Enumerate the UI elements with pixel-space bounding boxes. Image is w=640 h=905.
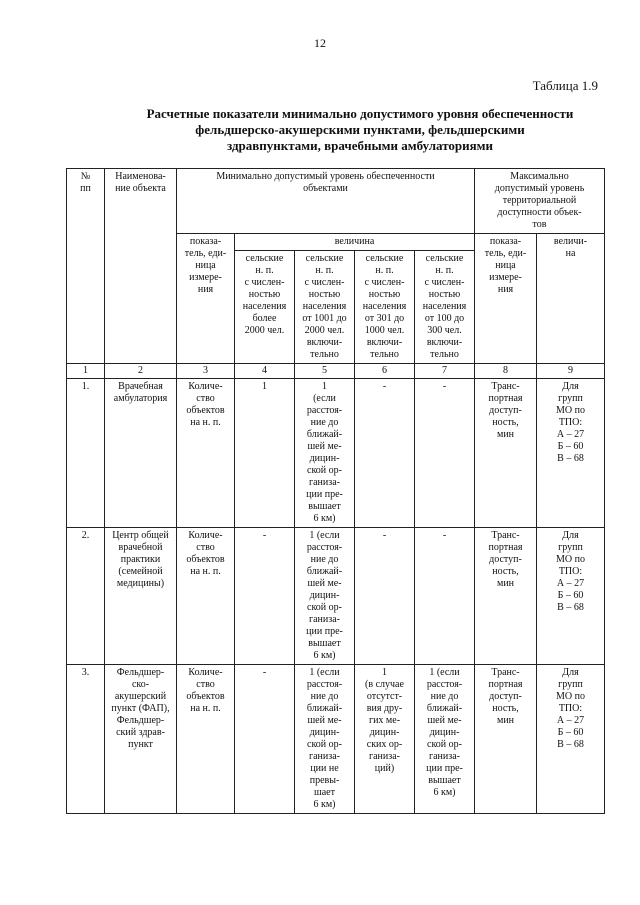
row-pop-over-2000: - <box>235 528 295 665</box>
column-number: 5 <box>295 364 355 379</box>
row-num: 1. <box>67 379 105 528</box>
row-object-name: Центр общей врачебной практики (семейной медицины) <box>105 528 177 665</box>
row-access-value: Для групп МО по ТПО: А – 27 Б – 60 В – 68 <box>537 528 605 665</box>
header-row-1 <box>67 169 605 234</box>
page-number: 12 <box>314 36 326 50</box>
header-num: № пп <box>67 169 105 364</box>
row-pop-over-2000: - <box>235 665 295 814</box>
header-magnitude-access: величи- на <box>537 234 605 364</box>
row-pop-1001-2000: 1 (если расстоя- ние до ближай- шей ме- дицин- ской ор- ганиза- ции не превы- шает 6 км) <box>295 665 355 814</box>
row-pop-301-1000: 1 (в случае отсутст- вия дру- гих ме- дицин- ских ор- ганиза- ций) <box>355 665 415 814</box>
header-object-name: Наименова- ние объекта <box>105 169 177 364</box>
row-pop-1001-2000: 1 (если расстоя- ние до ближай- шей ме- дицин- ской ор- ганиза- ции пре- вышает 6 км) <box>295 379 355 528</box>
column-number: 4 <box>235 364 295 379</box>
row-object-name: Фельдшер- ско- акушерский пункт (ФАП), Фельдшер- ский здрав- пункт <box>105 665 177 814</box>
row-object-name: Врачебная амбулатория <box>105 379 177 528</box>
header-pop-100-300: сельские н. п. с числен- ностью населения от 100 до 300 чел. включи- тельно <box>415 251 475 364</box>
row-pop-100-300: 1 (если расстоя- ние до ближай- шей ме- дицин- ской ор- ганиза- ции пре- вышает 6 км) <box>415 665 475 814</box>
row-unit: Количе- ство объектов на н. п. <box>177 379 235 528</box>
column-number: 9 <box>537 364 605 379</box>
row-unit: Количе- ство объектов на н. п. <box>177 528 235 665</box>
header-pop-1001-2000: сельские н. п. с числен- ностью населения от 1001 до 2000 чел. включи- тельно <box>295 251 355 364</box>
column-numbers-row <box>67 364 605 379</box>
header-magnitude: величина <box>235 234 475 251</box>
column-number: 6 <box>355 364 415 379</box>
document-title: Расчетные показатели минимально допустимого уровня обеспеченности фельдшерско-акушерскими пунктами, фельдшерскими здравпунктами, врачебными амбулаториями <box>146 106 574 153</box>
column-number: 1 <box>67 364 105 379</box>
column-number: 2 <box>105 364 177 379</box>
header-indicator-access: показа- тель, еди- ница измере- ния <box>475 234 537 364</box>
row-pop-over-2000: 1 <box>235 379 295 528</box>
row-pop-301-1000: - <box>355 528 415 665</box>
header-pop-301-1000: сельские н. п. с числен- ностью населения от 301 до 1000 чел. включи- тельно <box>355 251 415 364</box>
row-access-value: Для групп МО по ТПО: А – 27 Б – 60 В – 68 <box>537 665 605 814</box>
table-label: Таблица 1.9 <box>532 78 598 93</box>
row-pop-301-1000: - <box>355 379 415 528</box>
row-unit: Количе- ство объектов на н. п. <box>177 665 235 814</box>
header-max-access: Максимально допустимый уровень территориальной доступности объек- тов <box>475 169 605 234</box>
column-number: 7 <box>415 364 475 379</box>
row-pop-100-300: - <box>415 528 475 665</box>
standards-table <box>66 168 605 814</box>
header-min-level: Минимально допустимый уровень обеспеченности объектами <box>177 169 475 234</box>
table-row <box>67 379 605 528</box>
row-pop-1001-2000: 1 (если расстоя- ние до ближай- шей ме- дицин- ской ор- ганиза- ции пре- вышает 6 км) <box>295 528 355 665</box>
header-indicator: показа- тель, еди- ница измере- ния <box>177 234 235 364</box>
row-pop-100-300: - <box>415 379 475 528</box>
header-pop-over-2000: сельские н. п. с числен- ностью населения более 2000 чел. <box>235 251 295 364</box>
table-row <box>67 665 605 814</box>
column-number: 3 <box>177 364 235 379</box>
row-num: 2. <box>67 528 105 665</box>
column-number: 8 <box>475 364 537 379</box>
table-row <box>67 528 605 665</box>
row-access-indicator: Транс- портная доступ- ность, мин <box>475 528 537 665</box>
row-access-indicator: Транс- портная доступ- ность, мин <box>475 379 537 528</box>
row-access-indicator: Транс- портная доступ- ность, мин <box>475 665 537 814</box>
row-access-value: Для групп МО по ТПО: А – 27 Б – 60 В – 68 <box>537 379 605 528</box>
row-num: 3. <box>67 665 105 814</box>
